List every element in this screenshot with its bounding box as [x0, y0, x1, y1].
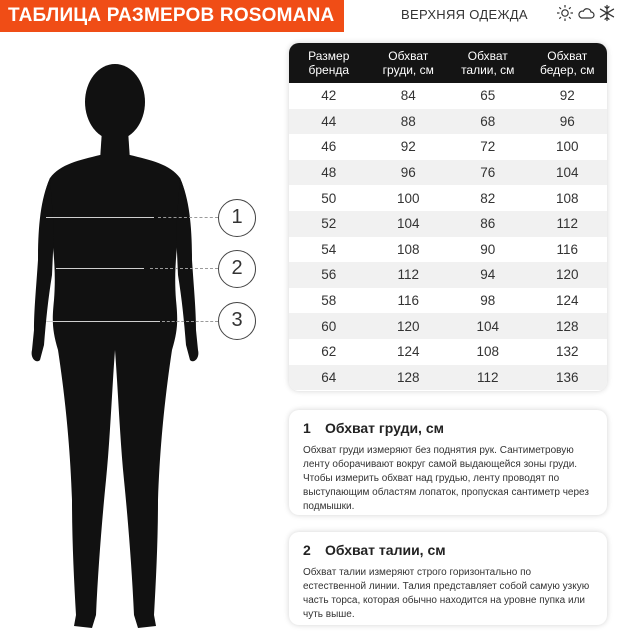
table-cell: 96	[369, 160, 449, 186]
table-cell: 124	[369, 339, 449, 365]
size-table	[289, 43, 607, 391]
table-cell: 100	[528, 134, 608, 160]
table-cell: 124	[528, 288, 608, 314]
table-cell: 50	[289, 185, 369, 211]
table-cell: 104	[528, 160, 608, 186]
season-icons	[556, 4, 616, 22]
card-text: Обхват талии измеряют строго горизонтально по естественной линии. Талия представляет собой самую узкую часть торса, которая обычно находится на уровне пупка или чуть выше.	[303, 567, 590, 620]
header-waist: Обхват талии, см	[448, 43, 528, 83]
header-size: Размер бренда	[289, 43, 369, 83]
table-cell: 104	[369, 211, 449, 237]
table-cell: 116	[369, 288, 449, 314]
table-row	[289, 211, 607, 237]
table-row	[289, 288, 607, 314]
table-header-row	[289, 43, 607, 83]
cloud-icon	[577, 4, 595, 22]
card-title-text: Обхват груди, см	[325, 420, 444, 436]
table-cell: 120	[528, 262, 608, 288]
header-bust: Обхват груди, см	[369, 43, 449, 83]
table-cell: 94	[448, 262, 528, 288]
card-title	[303, 420, 595, 436]
table-cell: 82	[448, 185, 528, 211]
table-cell: 65	[448, 83, 528, 109]
table-cell: 42	[289, 83, 369, 109]
table-cell: 54	[289, 237, 369, 263]
table-row	[289, 262, 607, 288]
table-cell: 132	[528, 339, 608, 365]
table-cell: 64	[289, 365, 369, 391]
table-cell: 120	[369, 313, 449, 339]
card-title	[303, 542, 595, 558]
table-cell: 62	[289, 339, 369, 365]
page-title-banner	[0, 0, 344, 32]
table-cell: 98	[448, 288, 528, 314]
table-cell: 108	[369, 237, 449, 263]
table-row	[289, 365, 607, 391]
marker-1: 1	[218, 199, 256, 237]
table-cell: 108	[528, 185, 608, 211]
hip-line	[46, 321, 160, 322]
table-cell: 92	[369, 134, 449, 160]
table-cell: 108	[448, 339, 528, 365]
body-silhouette	[30, 60, 200, 635]
table-cell: 88	[369, 109, 449, 135]
table-cell: 86	[448, 211, 528, 237]
marker-2: 2	[218, 250, 256, 288]
table-row	[289, 134, 607, 160]
table-cell: 128	[369, 365, 449, 391]
waist-guide	[150, 268, 218, 269]
table-cell: 90	[448, 237, 528, 263]
table-row	[289, 83, 607, 109]
table-row	[289, 313, 607, 339]
table-cell: 52	[289, 211, 369, 237]
table-row	[289, 185, 607, 211]
table-row	[289, 109, 607, 135]
hip-guide	[162, 321, 218, 322]
table-row	[289, 339, 607, 365]
table-cell: 76	[448, 160, 528, 186]
card-number: 1	[303, 420, 311, 436]
sun-icon	[556, 4, 574, 22]
table-cell: 96	[528, 109, 608, 135]
table-cell: 48	[289, 160, 369, 186]
table-row	[289, 160, 607, 186]
table-cell: 68	[448, 109, 528, 135]
bust-guide	[158, 217, 218, 218]
table-cell: 56	[289, 262, 369, 288]
table-cell: 100	[369, 185, 449, 211]
category-label: ВЕРХНЯЯ ОДЕЖДА	[401, 7, 528, 22]
card-title-text: Обхват талии, см	[325, 542, 446, 558]
table-cell: 46	[289, 134, 369, 160]
card-text: Обхват груди измеряют без поднятия рук. Сантиметровую ленту оборачивают вокруг самой выдающейся зоны груди. Чтобы измерить обхват над грудью, ленту проводят по выступающим областям лопаток, пропуская сантиметр через подмышки.	[303, 445, 589, 512]
table-row	[289, 237, 607, 263]
waist-info-card	[289, 532, 607, 625]
snowflake-icon	[598, 4, 616, 22]
header-hips: Обхват бедер, см	[528, 43, 608, 83]
table-cell: 104	[448, 313, 528, 339]
table-cell: 112	[369, 262, 449, 288]
table-cell: 92	[528, 83, 608, 109]
table-cell: 116	[528, 237, 608, 263]
marker-3: 3	[218, 302, 256, 340]
table-cell: 72	[448, 134, 528, 160]
table-cell: 44	[289, 109, 369, 135]
bust-line	[46, 217, 154, 218]
bust-info-card	[289, 410, 607, 515]
table-cell: 128	[528, 313, 608, 339]
page-title: ТАБЛИЦА РАЗМЕРОВ ROSOMANA	[8, 5, 335, 26]
table-cell: 136	[528, 365, 608, 391]
card-number: 2	[303, 542, 311, 558]
waist-line	[56, 268, 144, 269]
table-cell: 58	[289, 288, 369, 314]
table-cell: 112	[448, 365, 528, 391]
table-cell: 84	[369, 83, 449, 109]
table-cell: 60	[289, 313, 369, 339]
table-cell: 112	[528, 211, 608, 237]
